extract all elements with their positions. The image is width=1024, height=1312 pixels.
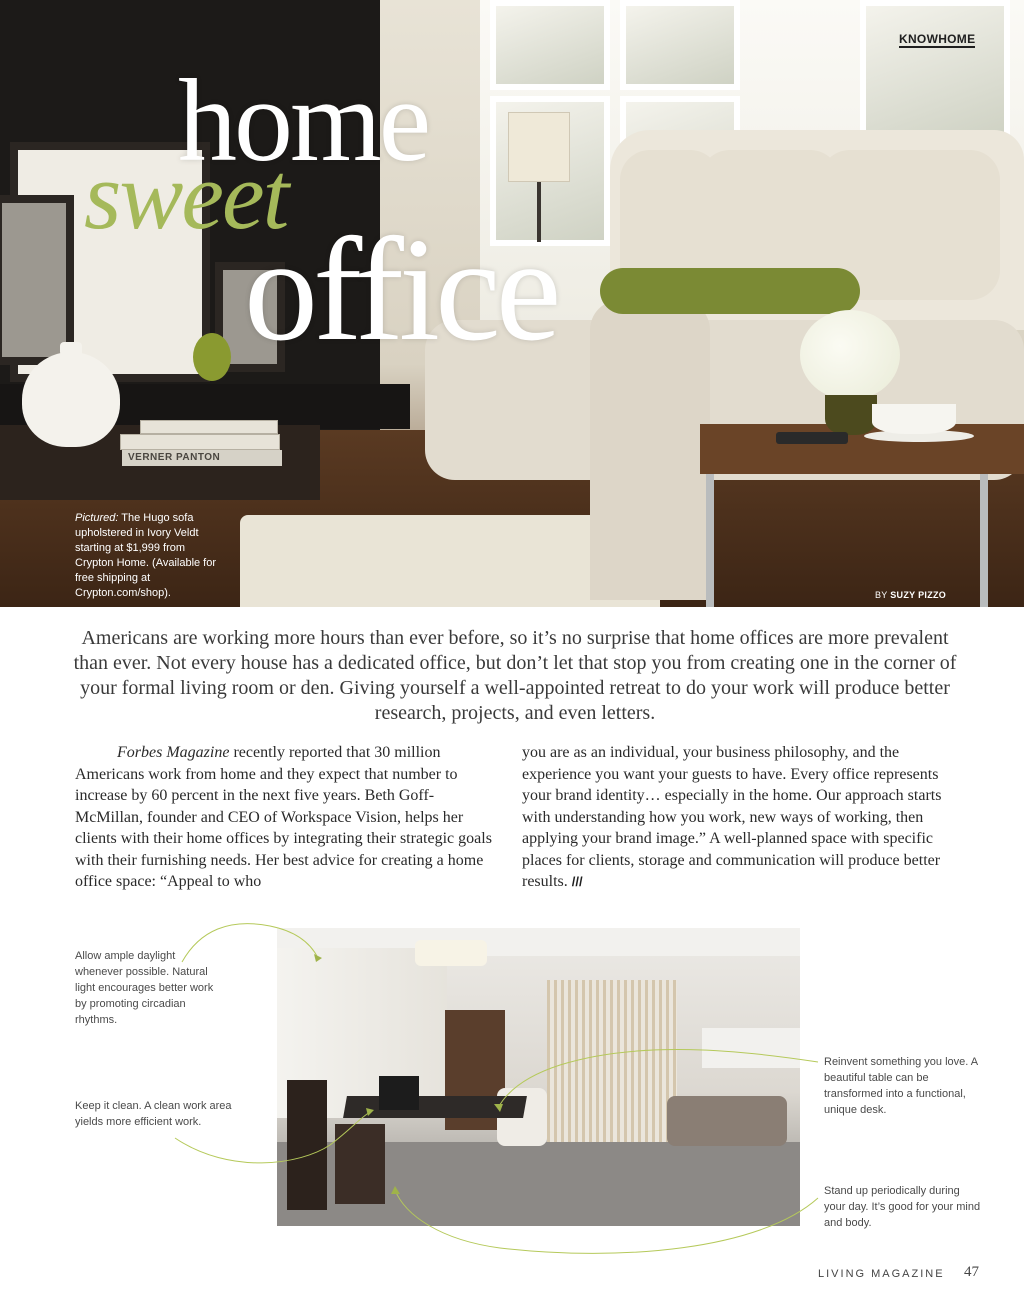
intro-paragraph: Americans are working more hours than ever before, so it’s no surprise that home offices are more prevalent than ever. Not every house has a dedicated office, but don’t let that stop you from creating one in the corner of your formal living room or den. Giving yourself a well-appointed retreat to do your work will produce better research, projects, and even letters. (73, 627, 957, 724)
magazine-name: LIVING MAGAZINE (818, 1268, 945, 1280)
body-paragraph (75, 742, 495, 893)
flower-bowl (825, 395, 877, 435)
photo-caption (75, 511, 225, 601)
title-home: home (178, 55, 429, 186)
floor-lamp (508, 112, 570, 182)
sectional-sofa (667, 1096, 787, 1146)
brand-bold: KNOW (899, 32, 939, 46)
desk (343, 1096, 527, 1118)
office-photo (277, 928, 800, 1226)
pendant-lamp (415, 940, 487, 966)
end-mark: /// (571, 874, 583, 889)
body-paragraph (522, 742, 942, 893)
page-number: 47 (964, 1264, 979, 1280)
wall-cabinet (702, 1028, 800, 1068)
callout-standup: Stand up periodically during your day. It’s good for your mind and body. (824, 1185, 981, 1229)
body-column-left (75, 742, 495, 893)
tall-chair (287, 1080, 327, 1210)
callout-reinvent: Reinvent something you love. A beautiful table can be transformed into a functional, unique desk. (824, 1056, 978, 1116)
body-text: recently reported that 30 million Americans work from home and they expect that number to increase by 60 percent in the next five years. Beth Goff-McMillan, founder and CEO of Workspace Vision, helps her clients with their home offices by integrating their strategic goals with their furnishing needs. Her best advice for creating a home office space: “Appeal to who (75, 744, 492, 890)
green-bolster-pillow (600, 268, 860, 314)
title-sweet: sweet (84, 142, 288, 249)
caption-lead: Pictured: (75, 512, 119, 524)
monitor (379, 1076, 419, 1110)
desk-chair (335, 1124, 385, 1204)
sofa-arm (590, 300, 710, 600)
side-table-leg (980, 474, 988, 607)
book (120, 434, 280, 450)
brand-rest: HOME (938, 32, 976, 46)
byline-name: SUZY PIZZO (890, 590, 947, 600)
window-pane (860, 0, 1010, 140)
body-column-right (522, 742, 942, 893)
byline (875, 590, 946, 600)
tea-cup (872, 404, 956, 434)
publication-name: Forbes Magazine (117, 744, 230, 761)
callout-daylight: Allow ample daylight whenever possible. Natural light encourages better work by promoting circadian rhythms. (75, 950, 214, 1026)
byline-prefix: BY (875, 590, 891, 600)
book-spine-label: VERNER PANTON (122, 450, 282, 466)
title-office: office (244, 208, 557, 372)
section-brand (899, 32, 975, 48)
callout-clean: Keep it clean. A clean work area yields more efficient work. (75, 1100, 232, 1128)
book (140, 420, 278, 434)
vase (22, 352, 120, 447)
body-text: you are as an individual, your business philosophy, and the experience you want your guests to have. Every office represents your brand identity… especially in the home. Our approach starts with understanding how you work, new ways of working, then applying your brand image.” A well-planned space with specific places for clients, storage and communication will produce better results. (522, 744, 942, 890)
window-pane (620, 0, 740, 90)
window-pane (490, 0, 610, 90)
hydrangea-flowers (800, 310, 900, 400)
side-table-leg (706, 474, 714, 607)
green-vase (193, 333, 231, 381)
phone (776, 432, 848, 444)
caption-body: The Hugo sofa upholstered in Ivory Veldt starting at $1,999 from Crypton Home. (Available for free shipping at Crypton.com/shop). (75, 512, 217, 599)
picture-frame (0, 195, 74, 365)
